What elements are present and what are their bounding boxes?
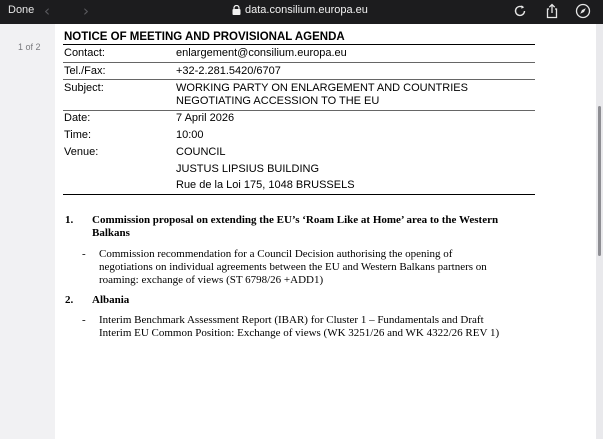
telfax-value: +32-2.281.5420/6707 [176, 65, 281, 77]
back-button[interactable]: ‹ [44, 2, 50, 20]
reload-icon[interactable] [512, 3, 528, 19]
agenda-bullet: - [82, 248, 86, 260]
agenda-sub-line: negotiations on individual agreements between the EU and Western Balkans partners on [99, 261, 487, 273]
subject-value-line: NEGOTIATING ACCESSION TO THE EU [176, 95, 380, 107]
contact-value: enlargement@consilium.europa.eu [176, 47, 347, 59]
venue-label: Venue: [64, 146, 99, 158]
scrollbar-thumb[interactable] [598, 106, 601, 256]
scrollbar[interactable] [596, 24, 603, 439]
divider [63, 62, 535, 63]
agenda-item-number: 1. [65, 214, 74, 226]
time-label: Time: [64, 129, 92, 141]
subject-label: Subject: [64, 82, 104, 94]
document-page [55, 24, 596, 439]
agenda-bullet: - [82, 314, 86, 326]
divider [63, 44, 535, 45]
subject-value-line: WORKING PARTY ON ENLARGEMENT AND COUNTRIES [176, 82, 468, 94]
url-text: data.consilium.europa.eu [245, 4, 368, 16]
date-value: 7 April 2026 [176, 112, 235, 124]
forward-button[interactable]: › [83, 2, 89, 20]
divider [63, 110, 535, 111]
page-indicator: 1 of 2 [18, 42, 41, 52]
venue-value-line: COUNCIL [176, 146, 226, 158]
date-label: Date: [64, 112, 91, 124]
telfax-label: Tel./Fax: [64, 65, 106, 77]
contact-label: Contact: [64, 47, 105, 59]
document-title: NOTICE OF MEETING AND PROVISIONAL AGENDA [64, 31, 345, 43]
venue-value-line: Rue de la Loi 175, 1048 BRUSSELS [176, 179, 355, 191]
agenda-item-title-line: Balkans [92, 227, 130, 239]
divider [63, 79, 535, 80]
address-bar[interactable] [232, 4, 368, 16]
lock-icon [232, 5, 241, 15]
viewer-sidebar [0, 24, 55, 439]
agenda-item-title-line: Commission proposal on extending the EU’s ‘Roam Like at Home’ area to the Western [92, 214, 499, 226]
time-value: 10:00 [176, 129, 204, 141]
agenda-item-title-line: Albania [92, 294, 130, 306]
agenda-item-number: 2. [65, 294, 74, 306]
compass-icon[interactable] [575, 3, 591, 19]
agenda-sub-line: Interim EU Common Position: Exchange of views (WK 3251/26 and WK 4322/26 REV 1) [99, 327, 500, 339]
share-icon[interactable] [544, 3, 560, 19]
browser-toolbar [0, 0, 603, 24]
agenda-sub-line: roaming: exchange of views (ST 6798/26 +ADD1) [99, 274, 324, 286]
agenda-sub-line: Interim Benchmark Assessment Report (IBAR) for Cluster 1 – Fundamentals and Draft [99, 314, 484, 326]
divider [63, 194, 535, 195]
venue-value-line: JUSTUS LIPSIUS BUILDING [176, 163, 320, 175]
done-button[interactable]: Done [8, 4, 35, 16]
agenda-sub-line: Commission recommendation for a Council Decision authorising the opening of [99, 248, 453, 260]
